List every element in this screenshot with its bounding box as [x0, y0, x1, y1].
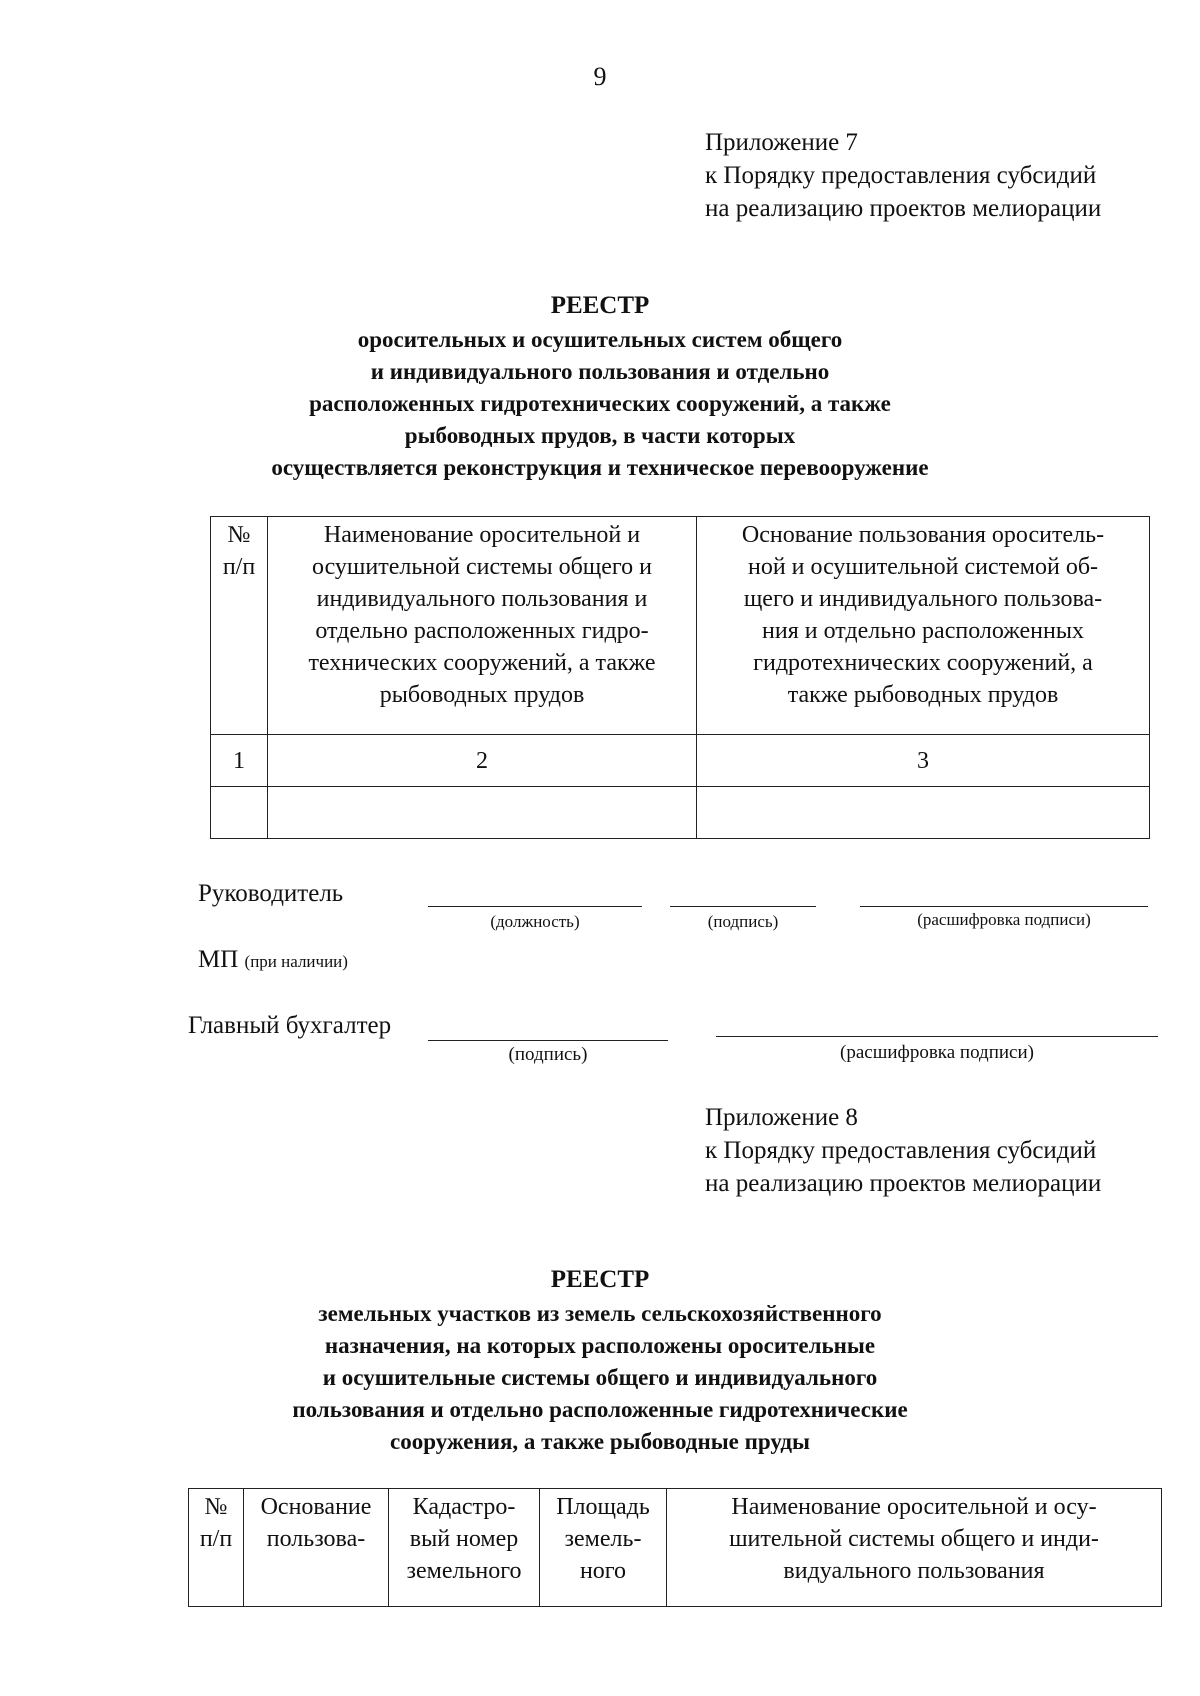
cell-text: также рыбоводных прудов: [787, 682, 1059, 708]
cell-text: Кадастро-: [412, 1494, 516, 1520]
position-line: [428, 906, 642, 907]
accountant-decoding-line: [716, 1036, 1158, 1037]
cell-text: технических сооружений, а также: [308, 650, 656, 676]
appendix-8-line1: Приложение 8: [705, 1104, 858, 1131]
accountant-signature-caption: (подпись): [508, 1044, 588, 1065]
accountant-signature-line: [428, 1040, 668, 1041]
cell-text: Наименование оросительной и: [323, 522, 641, 548]
stamp-place: [198, 946, 348, 974]
cell-text: рыбоводных прудов: [379, 682, 585, 708]
table-cell: 3: [697, 735, 1150, 787]
header-cell-area: [540, 1489, 667, 1607]
table-header-row: [211, 517, 1150, 735]
cell-text: шительной системы общего и инди-: [729, 1526, 1099, 1552]
appendix-8-line3: на реализацию проектов мелиорации: [705, 1170, 1102, 1197]
registry-2-table: [188, 1488, 1162, 1607]
header-cell-basis: [244, 1489, 389, 1607]
cell-text: земель-: [564, 1526, 642, 1552]
header-cell-basis: [697, 517, 1150, 735]
signature-line: [670, 906, 816, 907]
header-cell-cadastral: [389, 1489, 540, 1607]
cell-text: щего и индивидуального пользова-: [743, 586, 1103, 612]
cell-text: №: [227, 522, 251, 548]
decoding-caption: (расшифровка подписи): [917, 910, 1091, 929]
cell-text: Наименование оросительной и осу-: [731, 1494, 1097, 1520]
decoding-line: [860, 906, 1148, 907]
accountant-label: Главный бухгалтер: [188, 1012, 392, 1039]
registry-1-heading: РЕЕСТР: [550, 292, 650, 319]
cell-text: вый номер: [409, 1526, 519, 1552]
table-header-row: [189, 1489, 1162, 1607]
cell-text: индивидуального пользования и: [316, 586, 648, 612]
cell-text: №: [204, 1494, 228, 1520]
appendix-7-line3: на реализацию проектов мелиорации: [705, 195, 1102, 222]
table-cell: [211, 787, 268, 839]
cell-text: п/п: [222, 554, 256, 580]
cell-text: ного: [579, 1558, 627, 1584]
registry-1-title-line: осуществляется реконструкция и техническое перевооружение: [271, 455, 929, 480]
cell-text: пользова-: [266, 1526, 366, 1552]
cell-text: Основание: [260, 1494, 372, 1520]
table-empty-row: [211, 787, 1150, 839]
table-cell: [697, 787, 1150, 839]
cell-text: Основание пользования ороситель-: [741, 522, 1105, 548]
table-cell: [268, 787, 697, 839]
cell-text: гидротехнических сооружений, а: [753, 650, 1093, 676]
registry-2-title-line: и осушительные системы общего и индивидуального: [322, 1365, 878, 1390]
cell-text: осушительной системы общего и: [311, 554, 653, 580]
mp-label: МП: [198, 946, 239, 973]
appendix-7-line1: Приложение 7: [705, 129, 858, 156]
appendix-8-header: [705, 1101, 1101, 1200]
registry-2-title-line: пользования и отдельно расположенные гидротехнические: [292, 1397, 908, 1422]
table-cell: 2: [268, 735, 697, 787]
table-cell: 1: [211, 735, 268, 787]
mp-note: (при наличии): [244, 952, 348, 971]
accountant-decoding-caption: (расшифровка подписи): [840, 1042, 1034, 1063]
cell-text: земельного: [406, 1558, 522, 1584]
registry-1-title-line: расположенных гидротехнических сооружений, а также: [309, 391, 891, 416]
cell-text: п/п: [199, 1526, 233, 1552]
cell-text: ния и отдельно расположенных: [762, 618, 1084, 644]
registry-2-title-line: сооружения, а также рыбоводные пруды: [390, 1429, 810, 1454]
header-cell-number: [211, 517, 268, 735]
registry-2-title-line: назначения, на которых расположены оросительные: [324, 1333, 876, 1358]
cell-text: отдельно расположенных гидро-: [315, 618, 649, 644]
registry-2-title-line: земельных участков из земель сельскохозяйственного: [318, 1301, 882, 1326]
appendix-7-line2: к Порядку предоставления субсидий: [705, 162, 1097, 189]
position-caption: (должность): [490, 912, 580, 931]
page-number: 9: [593, 62, 607, 91]
cell-text: Площадь: [556, 1494, 650, 1520]
signature-caption: (подпись): [707, 912, 779, 931]
cell-text: видуального пользования: [783, 1558, 1045, 1584]
registry-1-title: [150, 290, 1050, 484]
registry-2-title: [150, 1264, 1050, 1458]
appendix-8-line2: к Порядку предоставления субсидий: [705, 1137, 1097, 1164]
header-cell-system-name: [667, 1489, 1162, 1607]
registry-1-table: [210, 516, 1150, 839]
registry-1-title-line: рыбоводных прудов, в части которых: [404, 423, 796, 448]
appendix-7-header: [705, 126, 1101, 225]
header-cell-name: [268, 517, 697, 735]
cell-text: ной и осушительной системой об-: [747, 554, 1099, 580]
table-number-row: [211, 735, 1150, 787]
registry-1-title-line: и индивидуального пользования и отдельно: [370, 359, 830, 384]
header-cell-number: [189, 1489, 244, 1607]
registry-2-heading: РЕЕСТР: [550, 1266, 650, 1293]
head-label: Руководитель: [198, 880, 344, 907]
registry-1-title-line: оросительных и осушительных систем общего: [357, 327, 843, 352]
